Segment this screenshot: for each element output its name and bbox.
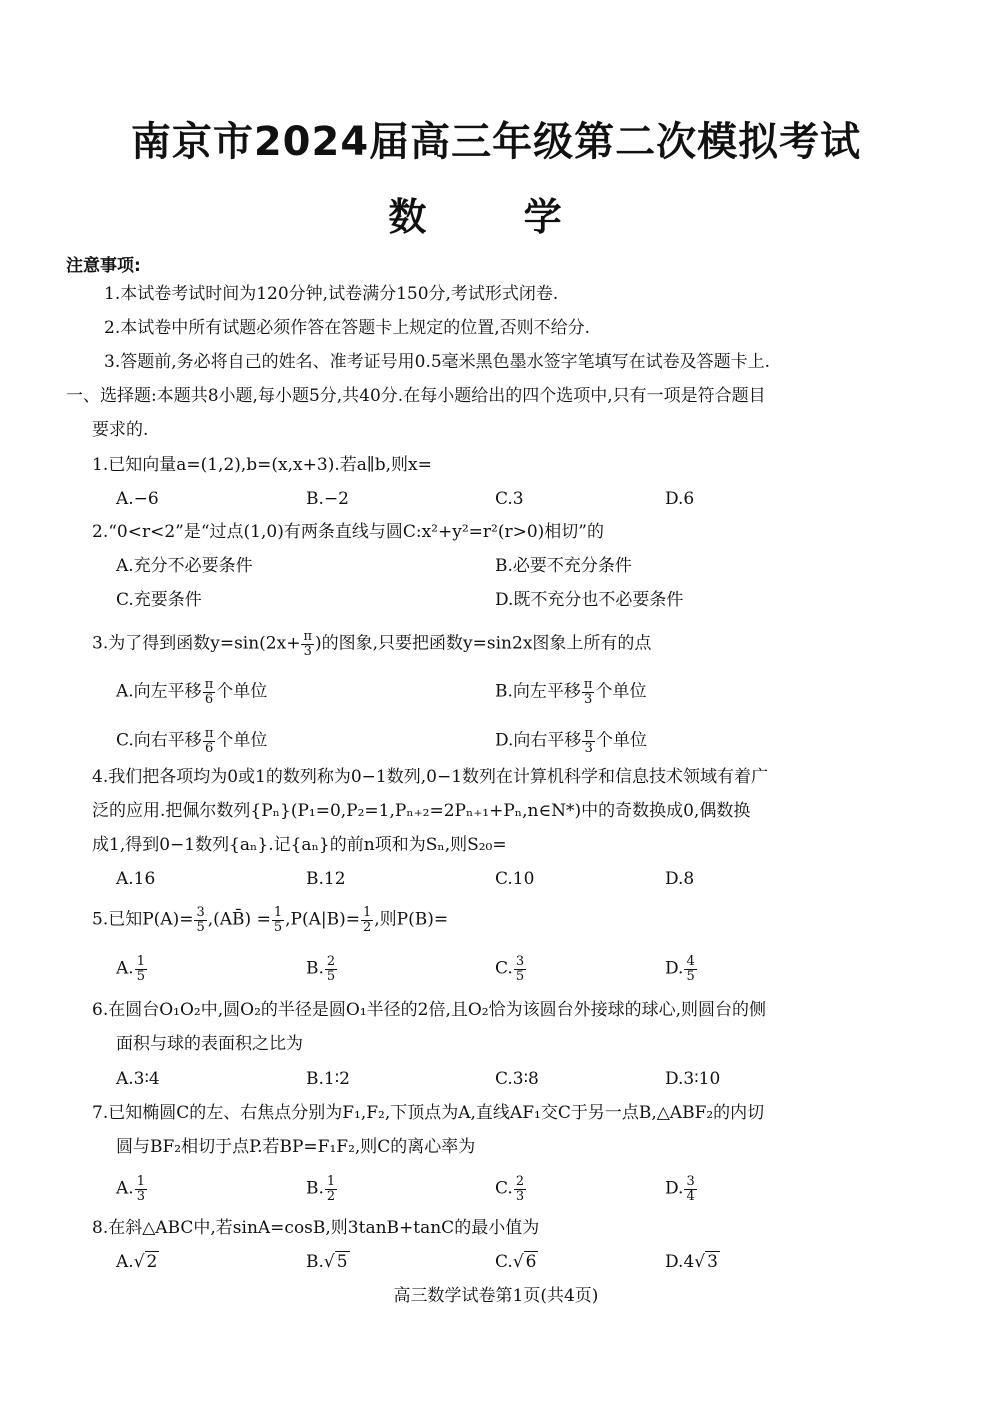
q4-line-3: 成1,得到0−1数列{aₙ}.记{aₙ}的前n项和为Sₙ,则S₂₀= [92,835,507,855]
q4-line-1: 4.我们把各项均为0或1的数列称为0−1数列,0−1数列在计算机科学和信息技术领域有着广 [92,767,769,787]
q8-option-d: D.4√ 3 [665,1252,718,1272]
notice-item-3: 3.答题前,务必将自己的姓名、准考证号用0.5毫米黑色墨水签字笔填写在试卷及答题卡上. [104,352,771,372]
q6-line-2: 面积与球的表面积之比为 [116,1034,303,1054]
notice-item-1: 1.本试卷考试时间为120分钟,试卷满分150分,考试形式闭卷. [104,284,559,304]
q4-line-2: 泛的应用.把佩尔数列{Pₙ}(P₁=0,P₂=1,Pₙ₊₂=2Pₙ₊₁+Pₙ,n∈N*)中的奇数换成0,偶数换 [92,801,751,821]
q6-line-1: 6.在圆台O₁O₂中,圆O₂的半径是圆O₁半径的2倍,且O₂恰为该圆台外接球的球心,则圆台的侧 [92,1000,767,1020]
q3-option-a: A.向左平移 $\frac{\pi}{6}$ 个单位 [116,677,268,707]
q1-option-c: C.3 [495,489,524,509]
q2-stem: 2.“0<r<2”是“过点(1,0)有两条直线与圆C:x²+y²=r²(r>0)相切”的 [92,522,604,542]
q3-option-c: C.向右平移 $\frac{\pi}{6}$ 个单位 [116,726,268,756]
q5-option-b: B. $\frac{2}{5}$ [306,954,336,984]
q5-option-a: A. $\frac{1}{5}$ [116,954,145,984]
q8-stem: 8.在斜△ABC中,若sinA=cosB,则3tanB+tanC的最小值为 [92,1218,540,1238]
q3-option-d: D.向右平移 $\frac{\pi}{3}$ 个单位 [495,726,647,756]
exam-title: 南京市2024届高三年级第二次模拟考试 [130,119,862,165]
q8-option-a: A.√ 2 [116,1252,158,1272]
q2-option-d: D.既不充分也不必要条件 [495,590,684,610]
q4-option-c: C.10 [495,869,535,889]
section-heading-line-1: 一、选择题:本题共8小题,每小题5分,共40分.在每小题给出的四个选项中,只有一项是符合题目 [66,386,766,406]
q1-stem: 1.已知向量a=(1,2),b=(x,x+3).若a∥b,则x= [92,455,432,475]
q7-option-a: A. $\frac{1}{3}$ [116,1174,145,1204]
q7-line-1: 7.已知椭圆C的左、右焦点分别为F₁,F₂,下顶点为A,直线AF₁交C于另一点B,△ABF₂的内切 [92,1103,765,1123]
q3-stem: 3.为了得到函数y=sin(2x+ $\frac{\pi}{3}$ )的图象,只要把函数y=sin2x图象上所有的点 [92,629,652,659]
q6-option-c: C.3∶8 [495,1069,539,1089]
q5-option-c: C. $\frac{3}{5}$ [495,954,525,984]
q2-option-a: A.充分不必要条件 [116,556,253,576]
q2-option-b: B.必要不充分条件 [495,556,632,576]
page-footer: 高三数学试卷第1页(共4页) [393,1286,599,1306]
notice-heading: 注意事项: [66,256,141,276]
section-heading-line-2: 要求的. [92,420,149,440]
q6-option-b: B.1∶2 [306,1069,350,1089]
subject-title: 数 学 [388,195,604,239]
q4-option-d: D.8 [665,869,695,889]
q5-option-d: D. $\frac{4}{5}$ [665,954,695,984]
q6-option-a: A.3∶4 [116,1069,160,1089]
q7-line-2: 圆与BF₂相切于点P.若BP=F₁F₂,则C的离心率为 [116,1137,476,1157]
q7-option-d: D. $\frac{3}{4}$ [665,1174,695,1204]
q1-option-d: D.6 [665,489,695,509]
q8-option-b: B.√ 5 [306,1252,348,1272]
q4-option-a: A.16 [116,869,156,889]
q8-option-c: C.√ 6 [495,1252,537,1272]
q7-option-c: C. $\frac{2}{3}$ [495,1174,525,1204]
q2-option-c: C.充要条件 [116,590,202,610]
q4-option-b: B.12 [306,869,346,889]
q6-option-d: D.3∶10 [665,1069,721,1089]
q1-option-a: A.−6 [116,489,159,509]
q7-option-b: B. $\frac{1}{2}$ [306,1174,336,1204]
q3-option-b: B.向左平移 $\frac{\pi}{3}$ 个单位 [495,677,647,707]
notice-item-2: 2.本试卷中所有试题必须作答在答题卡上规定的位置,否则不给分. [104,318,591,338]
q5-stem: 5.已知P(A)= $\frac{3}{5}$ ,(AB̄) = $\frac{1}{5}$ ,P(A|B)= $\frac{1}{2}$ ,则P(B)= [92,905,449,935]
q3-stem-fraction: $\frac{\pi}{3}$ [303,629,313,659]
q1-option-b: B.−2 [306,489,349,509]
